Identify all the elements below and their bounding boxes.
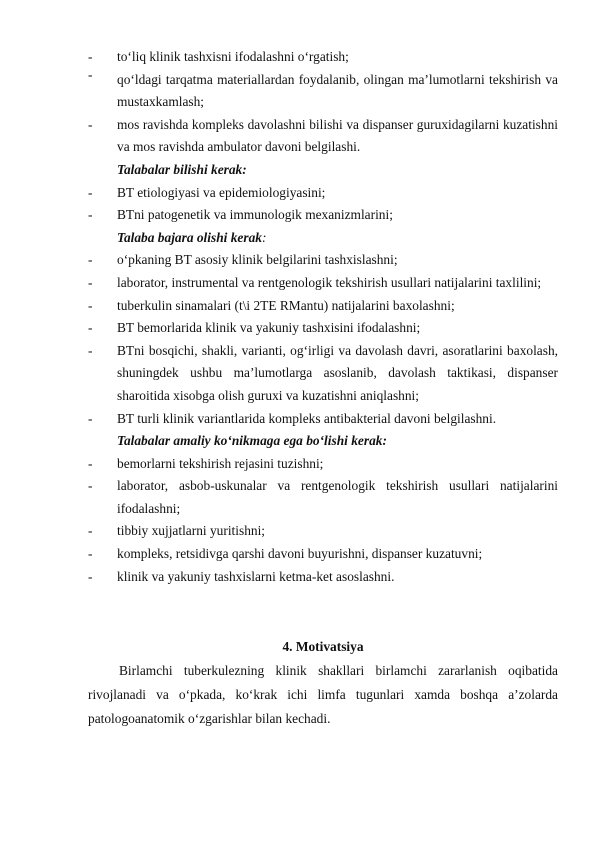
section-title: 4. Motivatsiya [282, 639, 364, 655]
list-item [88, 182, 558, 205]
list-dash: - [88, 207, 93, 223]
list-item-text: BT etiologiyasi va epidemiologiyasini; [117, 184, 326, 200]
list-item [88, 317, 558, 340]
list-dash: - [88, 274, 93, 290]
list-item-text: BTni patogenetik va immunologik mexanizmlarini; [117, 207, 393, 223]
list-dash: - [88, 455, 93, 471]
list-dash: - [88, 320, 93, 336]
list-dash: - [88, 184, 93, 200]
list-item [88, 46, 558, 69]
list-item [88, 453, 558, 476]
list-item-text: BT turli klinik variantlarida kompleks antibakterial davoni belgilashni. [117, 410, 497, 426]
list-item [88, 272, 558, 295]
list-dash: - [88, 116, 93, 132]
list-item-text: qo‘ldagi tarqatma materiallardan foydalanib, olingan ma’lumotlarni tekshirish va mustaxkamlash; [117, 71, 558, 110]
do-heading-colon: : [261, 229, 267, 245]
list-item [88, 520, 558, 543]
motivation-paragraph: Birlamchi tuberkulezning klinik shakllari birlamchi zararlanish oqibatida rivojlanadi va o‘pkada, ko‘krak ichi limfa tugunlari xamda boshqa a’zolarda patologoanatomik o‘zgarishlar bilan kechadi. [88, 662, 558, 726]
list-item-text: kompleks, retsidivga qarshi davoni buyurishni, dispanser kuzatuvni; [117, 546, 483, 562]
list-item-text: bemorlarni tekshirish rejasini tuzishni; [117, 455, 324, 471]
list-item-text: laborator, instrumental va rentgenologik tekshirish usullari natijalarini taxlilini; [117, 274, 542, 290]
list-dash: - [88, 568, 93, 584]
list-item-text: tibbiy xujjatlarni yuritishni; [117, 523, 266, 539]
do-heading [117, 227, 596, 250]
list-item [88, 475, 558, 520]
list-dash: - [88, 410, 93, 426]
list-item-text: tuberkulin sinamalari (t\i 2TE RMantu) natijalarini baxolashni; [117, 297, 455, 313]
know-heading: Talabalar bilishi kerak: [117, 161, 247, 177]
list-item [88, 340, 558, 408]
list-item [88, 114, 558, 159]
list-item-text: to‘liq klinik tashxisni ifodalashni o‘rgatish; [117, 49, 349, 64]
list-item-text: mos ravishda kompleks davolashni bilishi va dispanser guruxidagilarni kuzatishni va mos ravishda ambulator davoni belgilashi. [117, 116, 558, 155]
list-item-text: BT bemorlarida klinik va yakuniy tashxisini ifodalashni; [117, 320, 421, 336]
list-item-text: laborator, asbob-uskunalar va rentgenologik tekshirish usullari natijalarini ifodalashni; [117, 478, 558, 516]
list-item-text: BTni bosqichi, shakli, varianti, og‘irligi va davolash davri, asoratlarini baxolash, shuningdek ushbu ma’lumotlarga asoslanib, davolash taktikasi, dispanser sharoitida xisobga olish guruxi va kuzatishni aniqlashni; [117, 342, 558, 403]
do-heading-text: Talaba bajara olishi kerak [117, 229, 262, 245]
list-dash: - [88, 49, 93, 64]
list-item [88, 249, 558, 272]
list-dash: - [88, 297, 93, 313]
list-dash: - [88, 342, 93, 358]
list-item [88, 566, 558, 589]
list-item [88, 295, 558, 318]
list-item [88, 408, 558, 431]
list-dash: - [88, 546, 93, 562]
list-item [88, 66, 558, 114]
list-item-text: o‘pkaning BT asosiy klinik belgilarini tashxislashni; [117, 252, 398, 268]
list-item [88, 204, 558, 227]
list-dash: - [88, 252, 93, 268]
list-dash: - [88, 478, 93, 494]
list-item-text: klinik va yakuniy tashxislarni ketma-ket asoslashni. [117, 568, 395, 584]
skills-heading: Talabalar amaliy ko‘nikmaga ega bo‘lishi kerak: [117, 433, 387, 449]
list-dash: - [88, 523, 93, 539]
list-dash: - [88, 66, 93, 82]
list-item [88, 543, 558, 566]
